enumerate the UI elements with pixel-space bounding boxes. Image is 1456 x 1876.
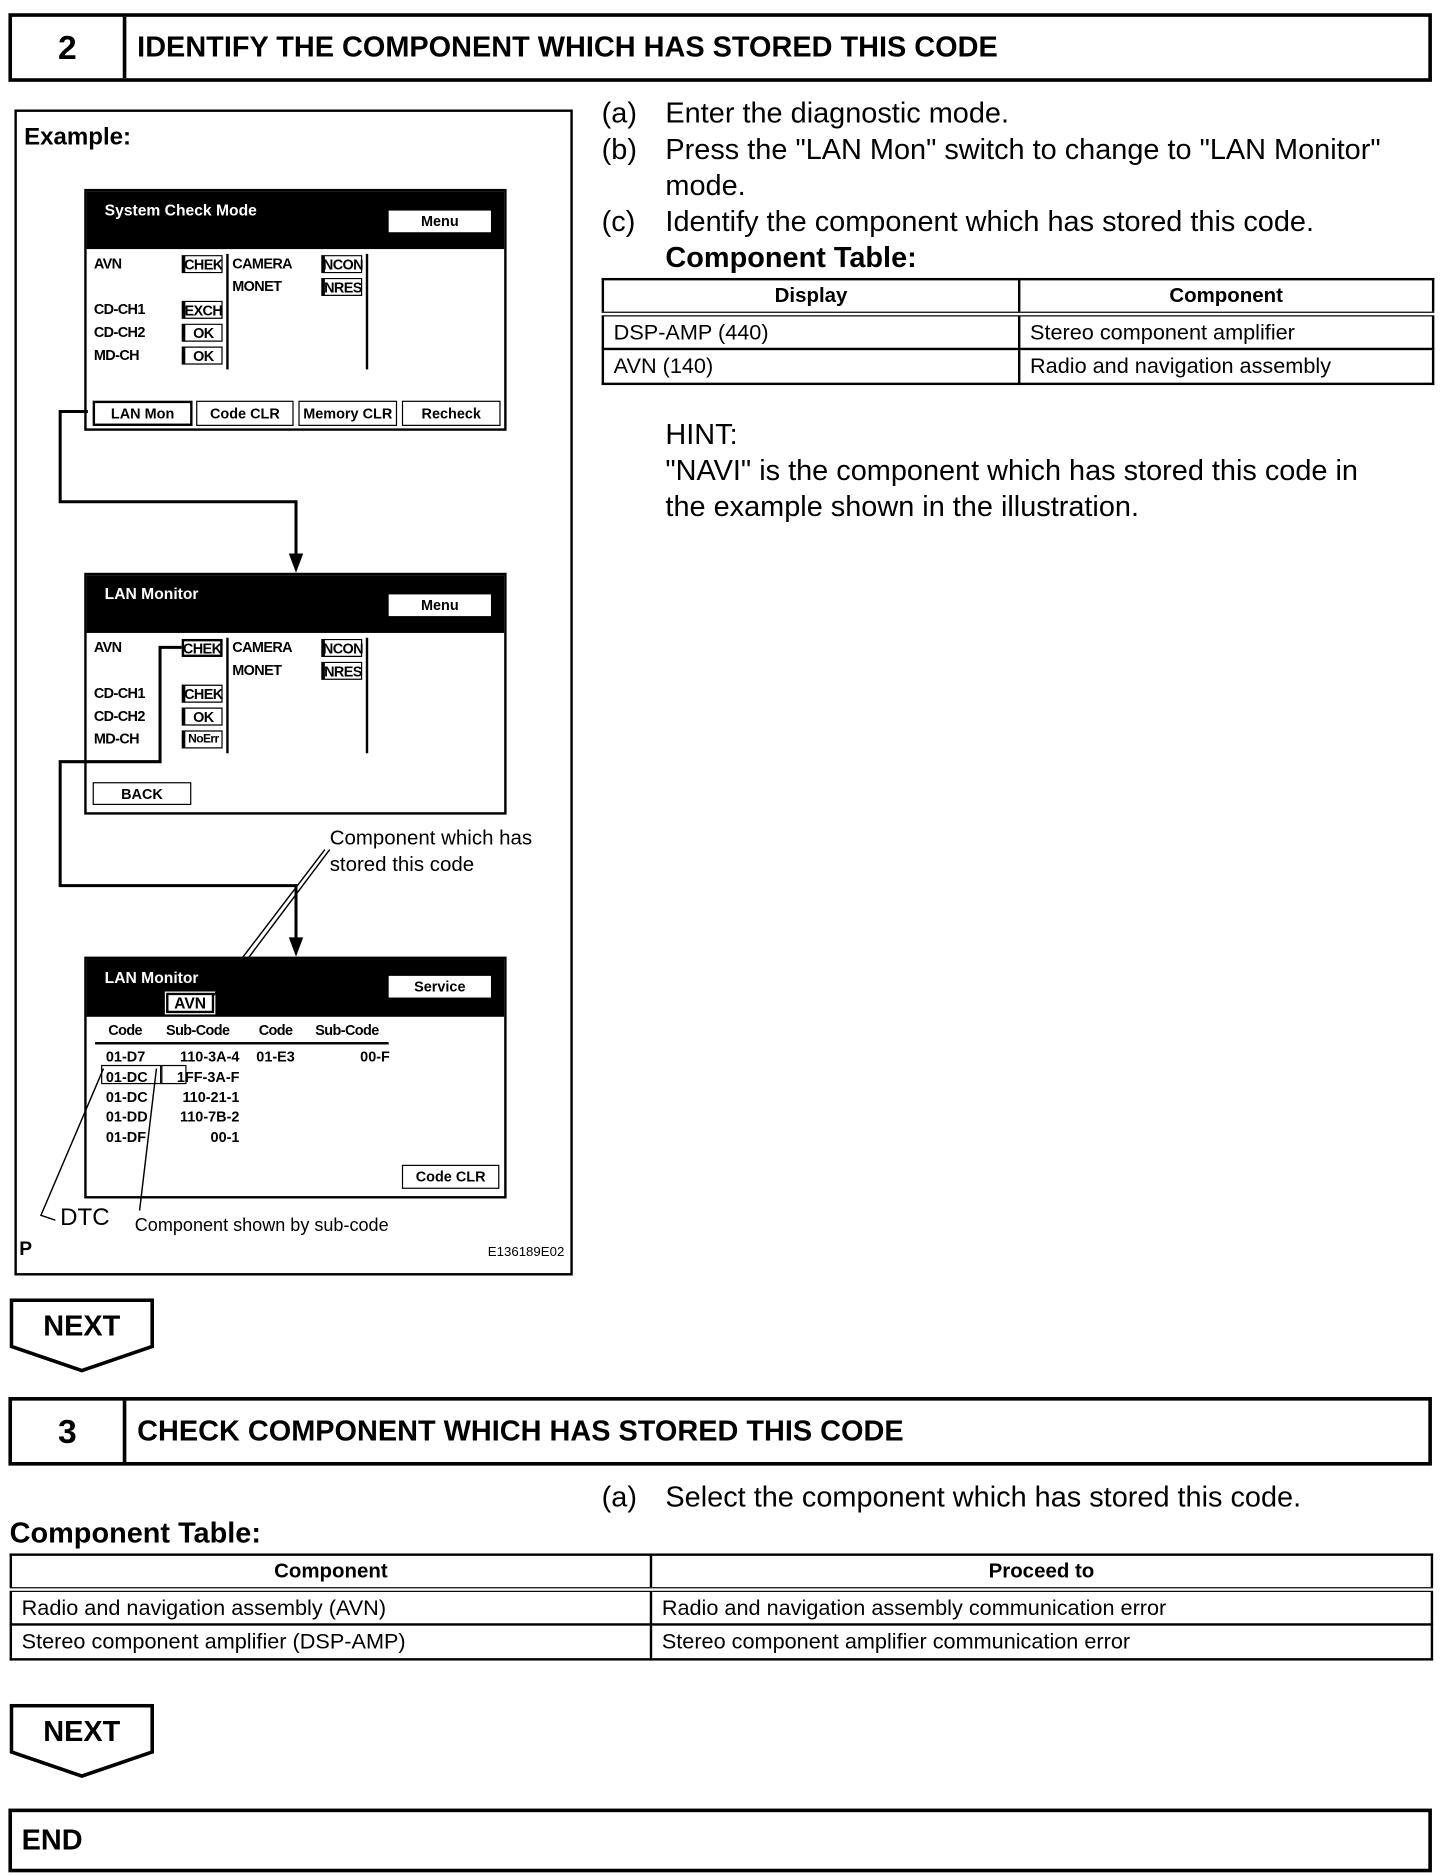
sub-code: 1FF-3A-F [176,1068,240,1086]
device-status: EXCH [182,301,223,319]
callout-component-stored [330,825,532,878]
step-marker: (b) [601,133,637,167]
screen-header [87,191,505,249]
memory-clr-button[interactable]: Memory CLR [298,401,397,426]
table-row [11,1590,1432,1625]
lan-mon-button[interactable]: LAN Mon [93,401,193,426]
cell: Stereo component amplifier [1019,314,1433,349]
system-check-mode-screen [84,189,506,431]
corner-label: P [19,1239,33,1260]
device-label: CD-CH2 [93,323,145,341]
cell: Stereo component amplifier (DSP-AMP) [11,1624,651,1659]
dtc-code: 01-E3 [256,1048,295,1065]
menu-button[interactable]: Menu [389,211,491,233]
screen-header [87,959,505,1017]
table-row [603,314,1433,349]
device-label: MONET [232,277,282,295]
device-label: CD-CH2 [93,707,145,725]
device-status: OK [182,347,223,365]
cell: DSP-AMP (440) [603,314,1019,349]
end-box [8,1809,1432,1873]
table-row [11,1624,1432,1659]
proceed-table [10,1553,1434,1660]
next-label: NEXT [43,1715,121,1749]
step-title: IDENTIFY THE COMPONENT WHICH HAS STORED THIS CODE [137,30,998,64]
device-label: CAMERA [232,638,293,656]
table-label: Component Table: [9,1517,261,1550]
col-header: Sub-Code [166,1021,230,1039]
step-marker: (a) [601,1481,637,1514]
divider [226,254,228,370]
cell: AVN (140) [603,349,1019,384]
code-clr-button[interactable]: Code CLR [402,1165,499,1189]
col-header: Sub-Code [315,1021,379,1039]
step-text: Enter the diagnostic mode. [665,97,1009,130]
device-label: CD-CH1 [93,684,145,702]
sub-code: 110-3A-4 [180,1048,240,1065]
step-number: 3 [12,1401,126,1462]
dtc-code: 01-DC [105,1088,148,1106]
device-status: NRES [321,662,362,680]
step-text: Identify the component which has stored this code. [665,205,1314,239]
callout-line: Component which has [329,826,533,850]
col-header: Code [108,1021,142,1039]
table-row [603,349,1433,384]
col-header: Component [1019,279,1433,314]
device-status: NCON [322,639,364,657]
device-status: NRES [321,278,362,296]
cell: Radio and navigation assembly communication error [651,1590,1432,1625]
example-illustration [14,110,572,1276]
component-table [602,278,1435,385]
dtc-highlight [101,1065,161,1084]
menu-button[interactable]: Menu [389,594,491,616]
device-status: OK [182,708,223,726]
next-button[interactable] [10,1298,154,1373]
device-label: MONET [232,661,282,679]
divider [226,638,228,754]
recheck-button[interactable]: Recheck [402,401,501,426]
callout-subcode: Component shown by sub-code [134,1215,389,1236]
next-button[interactable] [10,1704,154,1779]
col-header: Code [258,1021,293,1039]
device-label: MD-CH [93,346,139,364]
device-status: CHEK [182,639,222,657]
device-status: NCON [322,255,364,273]
end-label: END [21,1824,83,1857]
next-label: NEXT [43,1310,121,1343]
code-clr-button[interactable]: Code CLR [196,401,293,426]
col-header: Display [603,279,1019,314]
callout-dtc: DTC [60,1204,110,1231]
screen-header [87,575,505,633]
device-status: NoErr [182,730,223,748]
step-marker: (a) [601,97,637,130]
screen-title: LAN Monitor [104,584,199,603]
screen-title: System Check Mode [104,200,257,220]
step-text: Press the "LAN Mon" switch to change to "LAN Monitor" [665,133,1381,167]
screen-title: LAN Monitor [104,968,199,987]
step-title: CHECK COMPONENT WHICH HAS STORED THIS CODE [137,1414,904,1447]
cell: Radio and navigation assembly (AVN) [11,1590,651,1625]
step-number: 2 [12,17,126,78]
dtc-code: 01-D7 [105,1048,146,1065]
callout-line: stored this code [329,853,475,877]
col-header: Component [11,1555,651,1590]
sub-code: 110-7B-2 [180,1108,240,1126]
device-label: AVN [93,638,122,656]
device-avn-box: AVN [166,993,214,1013]
sub-code: 00-F [360,1048,390,1065]
divider [366,638,368,754]
sub-code: 00-1 [210,1128,240,1146]
cell: Radio and navigation assembly [1019,349,1433,384]
back-button[interactable]: BACK [93,782,192,805]
hint-text: "NAVI" is the component which has stored this code in [665,454,1358,488]
cell: Stereo component amplifier communication error [651,1624,1432,1659]
step-text: Select the component which has stored this code. [665,1481,1302,1514]
device-label: AVN [93,255,122,272]
divider [366,254,368,370]
step-text: mode. [665,169,746,203]
subcode-highlight [161,1065,186,1084]
lan-monitor-codes-screen [84,957,506,1199]
device-status: CHEK [182,685,223,703]
step-2-header [8,13,1432,82]
device-label: CAMERA [232,255,293,272]
dtc-code: 01-DC [105,1068,148,1086]
device-label: CD-CH1 [93,300,145,318]
figure-id: E136189E02 [487,1245,565,1260]
device-status: CHEK [182,255,223,273]
device-status: OK [182,324,223,342]
header-rule [95,1042,389,1044]
col-header: Proceed to [651,1555,1432,1590]
device-label: MD-CH [93,730,139,748]
example-label: Example: [24,123,132,151]
step-3-header [8,1397,1432,1466]
hint-label: HINT: [665,418,738,452]
dtc-code: 01-DD [105,1108,148,1126]
lan-monitor-screen [84,573,506,815]
service-button[interactable]: Service [389,976,491,998]
hint-text: the example shown in the illustration. [665,490,1139,524]
step-marker: (c) [601,205,636,239]
dtc-code: 01-DF [105,1128,147,1146]
table-label: Component Table: [665,241,917,275]
sub-code: 110-21-1 [182,1088,240,1106]
